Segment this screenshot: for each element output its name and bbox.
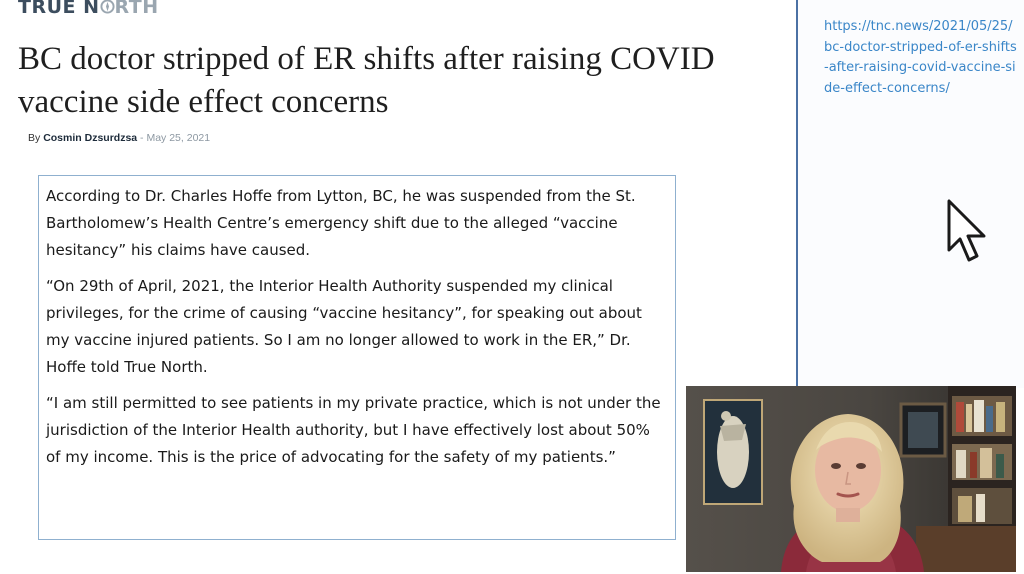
author-name[interactable]: Cosmin Dzsurdzsa: [43, 132, 138, 144]
article-paragraph: According to Dr. Charles Hoffe from Lytton, BC, he was suspended from the St. Bartholomew’s Health Centre’s emergency shift due to the alleged “vaccine hesitancy” his claims have caused.: [46, 187, 636, 259]
logo-text-first: TRUE N: [18, 0, 100, 18]
publish-date: May 25, 2021: [146, 132, 211, 144]
source-url-link[interactable]: https://tnc.news/2021/05/25/bc-doctor-stripped-of-er-shifts-after-raising-covid-vaccine-side-effect-concerns/: [824, 19, 1017, 96]
webcam-video-overlay[interactable]: [686, 386, 1016, 572]
article-paragraph: “On 29th of April, 2021, the Interior Health Authority suspended my clinical privileges, for the crime of causing “vaccine hesitancy”, for speaking out about my vaccine injured patients. So I am no longer allowed to work in the ER,” Dr. Hoffe told True North.: [46, 277, 642, 376]
site-logo[interactable]: [18, 0, 159, 18]
compass-icon: [100, 0, 115, 12]
article-byline: [28, 132, 210, 144]
article-excerpt-box: [38, 175, 676, 540]
source-panel: [796, 0, 1024, 388]
byline-prefix: By: [28, 132, 41, 144]
logo-text-second: RTH: [114, 0, 159, 18]
article-headline: BC doctor stripped of ER shifts after raising COVID vaccine side effect concerns: [18, 41, 715, 120]
article-paragraph: “I am still permitted to see patients in my private practice, which is not under the jurisdiction of the Interior Health authority, but I have effectively lost about 50% of my income. This is the price of advocating for the safety of my patients.”: [46, 394, 661, 466]
mouse-pointer-icon: [946, 198, 990, 273]
byline-separator: -: [140, 132, 144, 144]
